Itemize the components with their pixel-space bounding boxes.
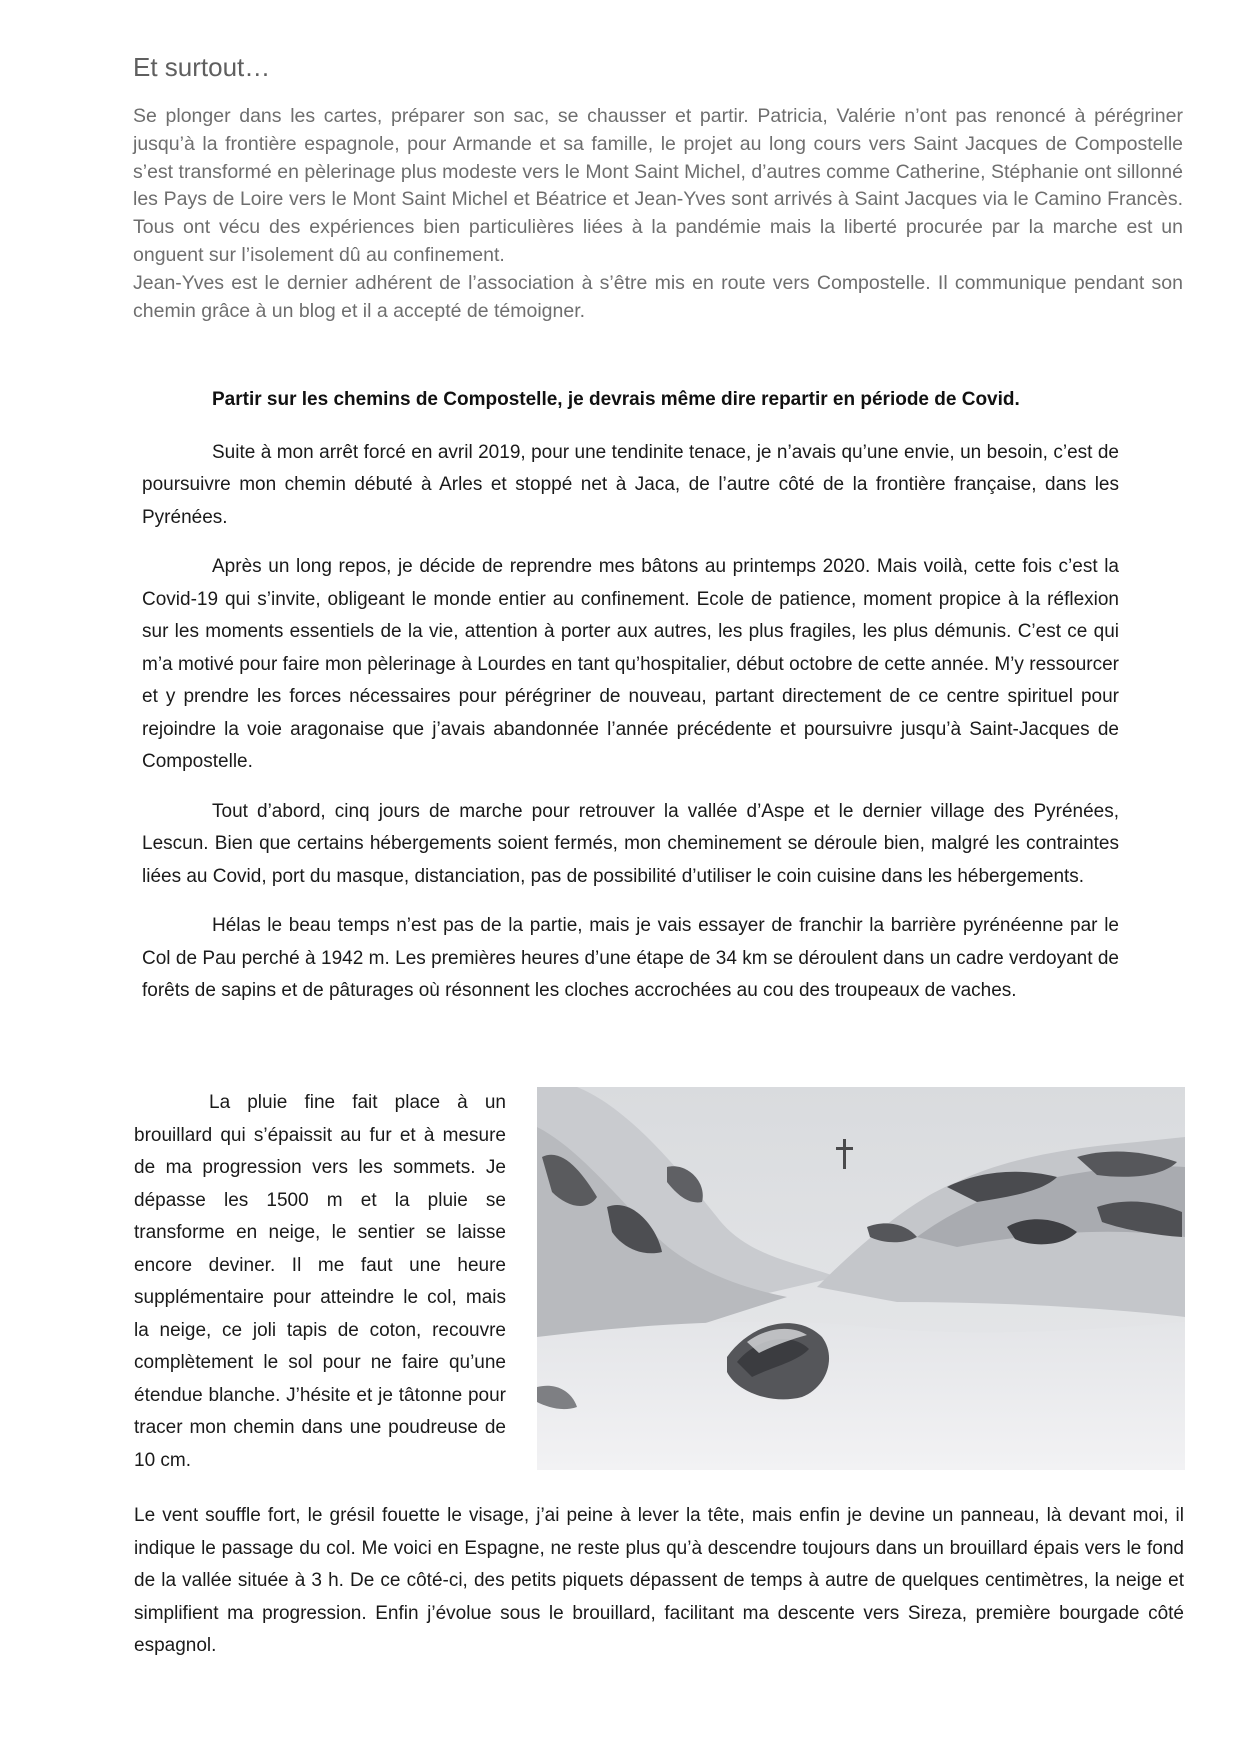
snowy-mountain-pass-photo [537,1087,1185,1470]
article-headline: Partir sur les chemins de Compostelle, je devrais même dire repartir en période de Covid. [212,389,1020,410]
intro-paragraph: Jean-Yves est le dernier adhérent de l’association à s’être mis en route vers Compostelle. Il communique pendant son chemin grâce à un blog et il a accepté de témoigner. [133,271,1183,322]
snowy-mountain-pass-image [537,1087,1185,1470]
article-section [142,384,1119,1025]
intro-section [133,52,1183,325]
article-paragraph: La pluie fine fait place à un brouillard qui s’épaissit au fur et à mesure de ma progression vers les sommets. Je dépasse les 1500 m et la pluie se transforme en neige, le sentier se laisse encore deviner. Il me faut une heure supplémentaire pour atteindre le col, mais la neige, ce joli tapis de coton, recouvre complètement le sol pour ne faire qu’une étendue blanche. J’hésite et je tâtonne pour tracer mon chemin dans une poudreuse de 10 cm. [134,1092,506,1471]
article-paragraph: Le vent souffle fort, le grésil fouette le visage, j’ai peine à lever la tête, mais enfin je devine un panneau, là devant moi, il indique le passage du col. Me voici en Espagne, ne reste plus qu’à descendre toujours dans un brouillard épais vers le fond de la vallée située à 3 h. De ce côté-ci, des petits piquets dépassent de temps à autre de quelques centimètres, la neige et simplifient ma progression. Enfin j’évolue sous le brouillard, facilitant ma descente vers Sireza, première bourgade côté espagnol. [134,1505,1184,1656]
article-paragraph: Hélas le beau temps n’est pas de la partie, mais je vais essayer de franchir la barrière pyrénéenne par le Col de Pau perché à 1942 m. Les premières heures d’une étape de 34 km se déroulent dans un cadre verdoyant de forêts de sapins et de pâturages où résonnent les cloches accrochées au cou des troupeaux de vaches. [142,915,1119,1001]
article-paragraph: Suite à mon arrêt forcé en avril 2019, pour une tendinite tenace, je n’avais qu’une envie, un besoin, c’est de poursuivre mon chemin débuté à Arles et stoppé net à Jaca, de l’autre côté de la frontière française, dans les Pyrénées. [142,441,1119,528]
article-paragraph: Après un long repos, je décide de reprendre mes bâtons au printemps 2020. Mais voilà, cette fois c’est la Covid-19 qui s’invite, obligeant le monde entier au confinement. Ecole de patience, moment propice à la réflexion sur les moments essentiels de la vie, attention à porter aux autres, les plus fragiles, les plus démunis. C’est ce qui m’a motivé pour faire mon pèlerinage à Lourdes en tant qu’hospitalier, début octobre de cette année. M’y ressourcer et y prendre les forces nécessaires pour pérégriner de nouveau, partant directement de ce centre spirituel pour rejoindre la voie aragonaise que j’avais abandonnée l’année précédente et poursuivre jusqu’à Saint-Jacques de Compostelle. [142,556,1119,772]
article-paragraph: Tout d’abord, cinq jours de marche pour retrouver la vallée d’Aspe et le dernier village des Pyrénées, Lescun. Bien que certains hébergements soient fermés, mon cheminement se déroule bien, malgré les contraintes liées au Covid, port du masque, distanciation, pas de possibilité d’utiliser le coin cuisine dans les hébergements. [142,800,1119,887]
intro-paragraph: Se plonger dans les cartes, préparer son sac, se chausser et partir. Patricia, Valérie n’ont pas renoncé à pérégriner jusqu’à la frontière espagnole, pour Armande et sa famille, le projet au long cours vers Saint Jacques de Compostelle s’est transformé en pèlerinage plus modeste vers le Mont Saint Michel, d’autres comme Catherine, Stéphanie ont sillonné les Pays de Loire vers le Mont Saint Michel et Béatrice et Jean-Yves sont arrivés à Saint Jacques via le Camino Francès. Tous ont vécu des expériences bien particulières liées à la pandémie mais la liberté procurée par la marche est un onguent sur l’isolement dû au confinement. [133,105,1183,266]
text-with-photo [134,1087,1184,1477]
intro-heading: Et surtout… [133,52,271,82]
